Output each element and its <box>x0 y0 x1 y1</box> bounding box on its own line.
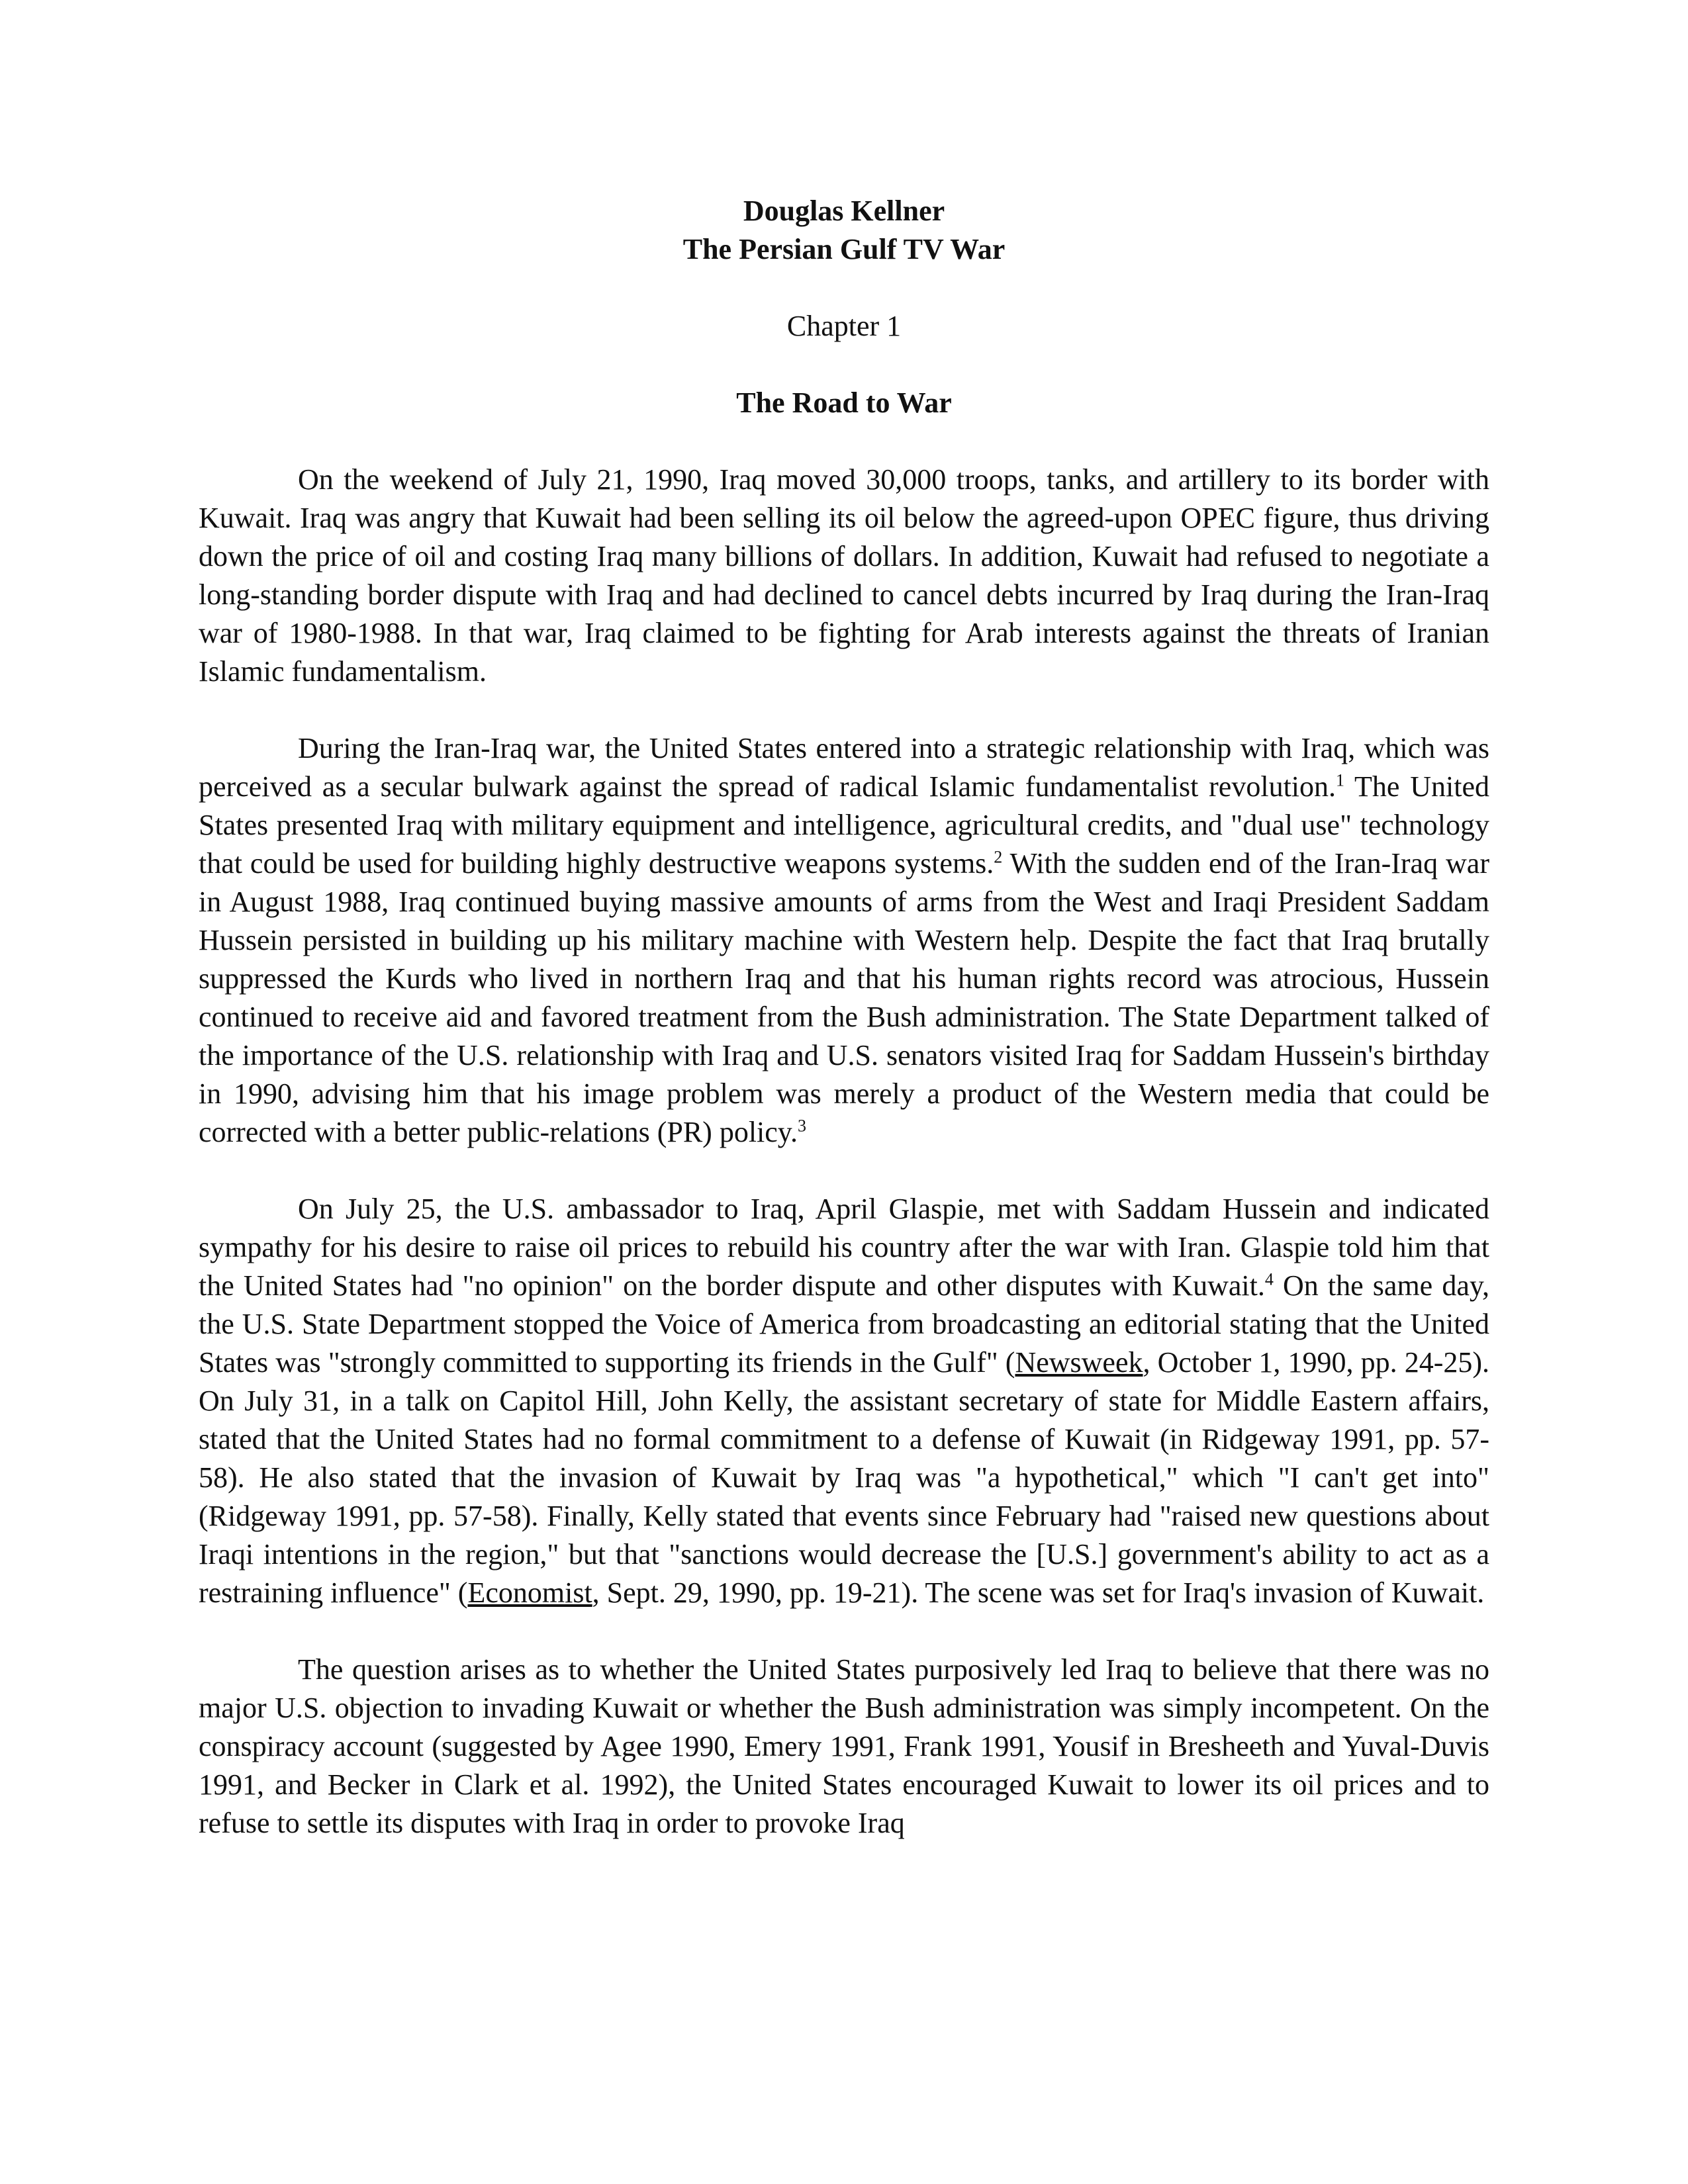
book-title: The Persian Gulf TV War <box>682 233 1006 265</box>
chapter-title: The Road to War <box>736 387 952 419</box>
citation-newsweek: Newsweek <box>1015 1346 1143 1379</box>
paragraph-4: The question arises as to whether the United States purposively led Iraq to believe that there was no major U.S. objection to invading Kuwait or whether the Bush administration was simply incompetent. On the conspiracy account (suggested by Agee 1990, Emery 1991, Frank 1991, Yousif in Bresheeth and Yuval-Duvis 1991, and Becker in Clark et al. 1992), the United States encouraged Kuwait to lower its oil prices and to refuse to settle its disputes with Iraq in order to provoke Iraq <box>199 1653 1489 1839</box>
paragraph-3-text-c: , October 1, 1990, pp. 24-25). On July 31, in a talk on Capitol Hill, John Kelly, the assistant secretary of state for Middle Eastern affairs, stated that the United States had no formal commitment to a defense of Kuwait (in Ridgeway 1991, pp. 57-58). He also stated that the invasion of Kuwait by Iraq was "a hypothetical," which "I can't get into" (Ridgeway 1991, pp. 57-58). Finally, Kelly stated that events since February had "raised new questions about Iraqi intentions in the region," but that "sanctions would decrease the [U.S.] government's ability to act as a restraining influence" ( <box>199 1346 1490 1609</box>
paragraph-3-text-d: , Sept. 29, 1990, pp. 19-21). The scene was set for Iraq's invasion of Kuwait. <box>592 1576 1485 1609</box>
paragraph-2-text-c: With the sudden end of the Iran-Iraq war in August 1988, Iraq continued buying massive amounts of arms from the West and Iraqi President Saddam Hussein persisted in building up his military machine with Western help. Despite the fact that Iraq brutally suppressed the Kurds who lived in northern Iraq and that his human rights record was atrocious, Hussein continued to receive aid and favored treatment from the Bush administration. The State Department talked of the importance of the U.S. relationship with Iraq and U.S. senators visited Iraq for Saddam Hussein's birthday in 1990, advising him that his image problem was merely a product of the Western media that could be corrected with a better public-relations (PR) policy. <box>199 847 1489 1148</box>
footnote-ref-1: 1 <box>1336 770 1345 790</box>
document-page <box>199 192 1489 1843</box>
paragraph-1: On the weekend of July 21, 1990, Iraq moved 30,000 troops, tanks, and artillery to its border with Kuwait. Iraq was angry that Kuwait had been selling its oil below the agreed-upon OPEC figure, thus driving down the price of oil and costing Iraq many billions of dollars. In addition, Kuwait had refused to negotiate a long-standing border dispute with Iraq and had declined to cancel debts incurred by Iraq during the Iran-Iraq war of 1980-1988. In that war, Iraq claimed to be fighting for Arab interests against the threats of Iranian Islamic fundamentalism. <box>199 463 1489 688</box>
paragraph-3 <box>199 1190 1489 1612</box>
footnote-ref-2: 2 <box>994 847 1003 867</box>
citation-economist: Economist <box>467 1576 592 1609</box>
footnote-ref-3: 3 <box>797 1116 806 1136</box>
paragraph-3-text-a: On July 25, the U.S. ambassador to Iraq, April Glaspie, met with Saddam Hussein and indicated sympathy for his desire to raise oil prices to rebuild his country after the war with Iran. Glaspie told him that the United States had "no opinion" on the border dispute and other disputes with Kuwait. <box>199 1193 1489 1302</box>
paragraph-2 <box>199 729 1489 1152</box>
paragraph-2-text-b: The United States presented Iraq with military equipment and intelligence, agricultural credits, and "dual use" technology that could be used for building highly destructive weapons systems. <box>199 770 1489 880</box>
paragraph-2-text-a: During the Iran-Iraq war, the United States entered into a strategic relationship with Iraq, which was perceived as a secular bulwark against the spread of radical Islamic fundamentalist revolution. <box>199 732 1489 803</box>
paragraph-3-text-b: On the same day, the U.S. State Department stopped the Voice of America from broadcasting an editorial stating that the United States was "strongly committed to supporting its friends in the Gulf" ( <box>199 1269 1490 1379</box>
author-name: Douglas Kellner <box>743 195 945 227</box>
chapter-number: Chapter 1 <box>786 310 902 342</box>
footnote-ref-4: 4 <box>1264 1269 1274 1289</box>
